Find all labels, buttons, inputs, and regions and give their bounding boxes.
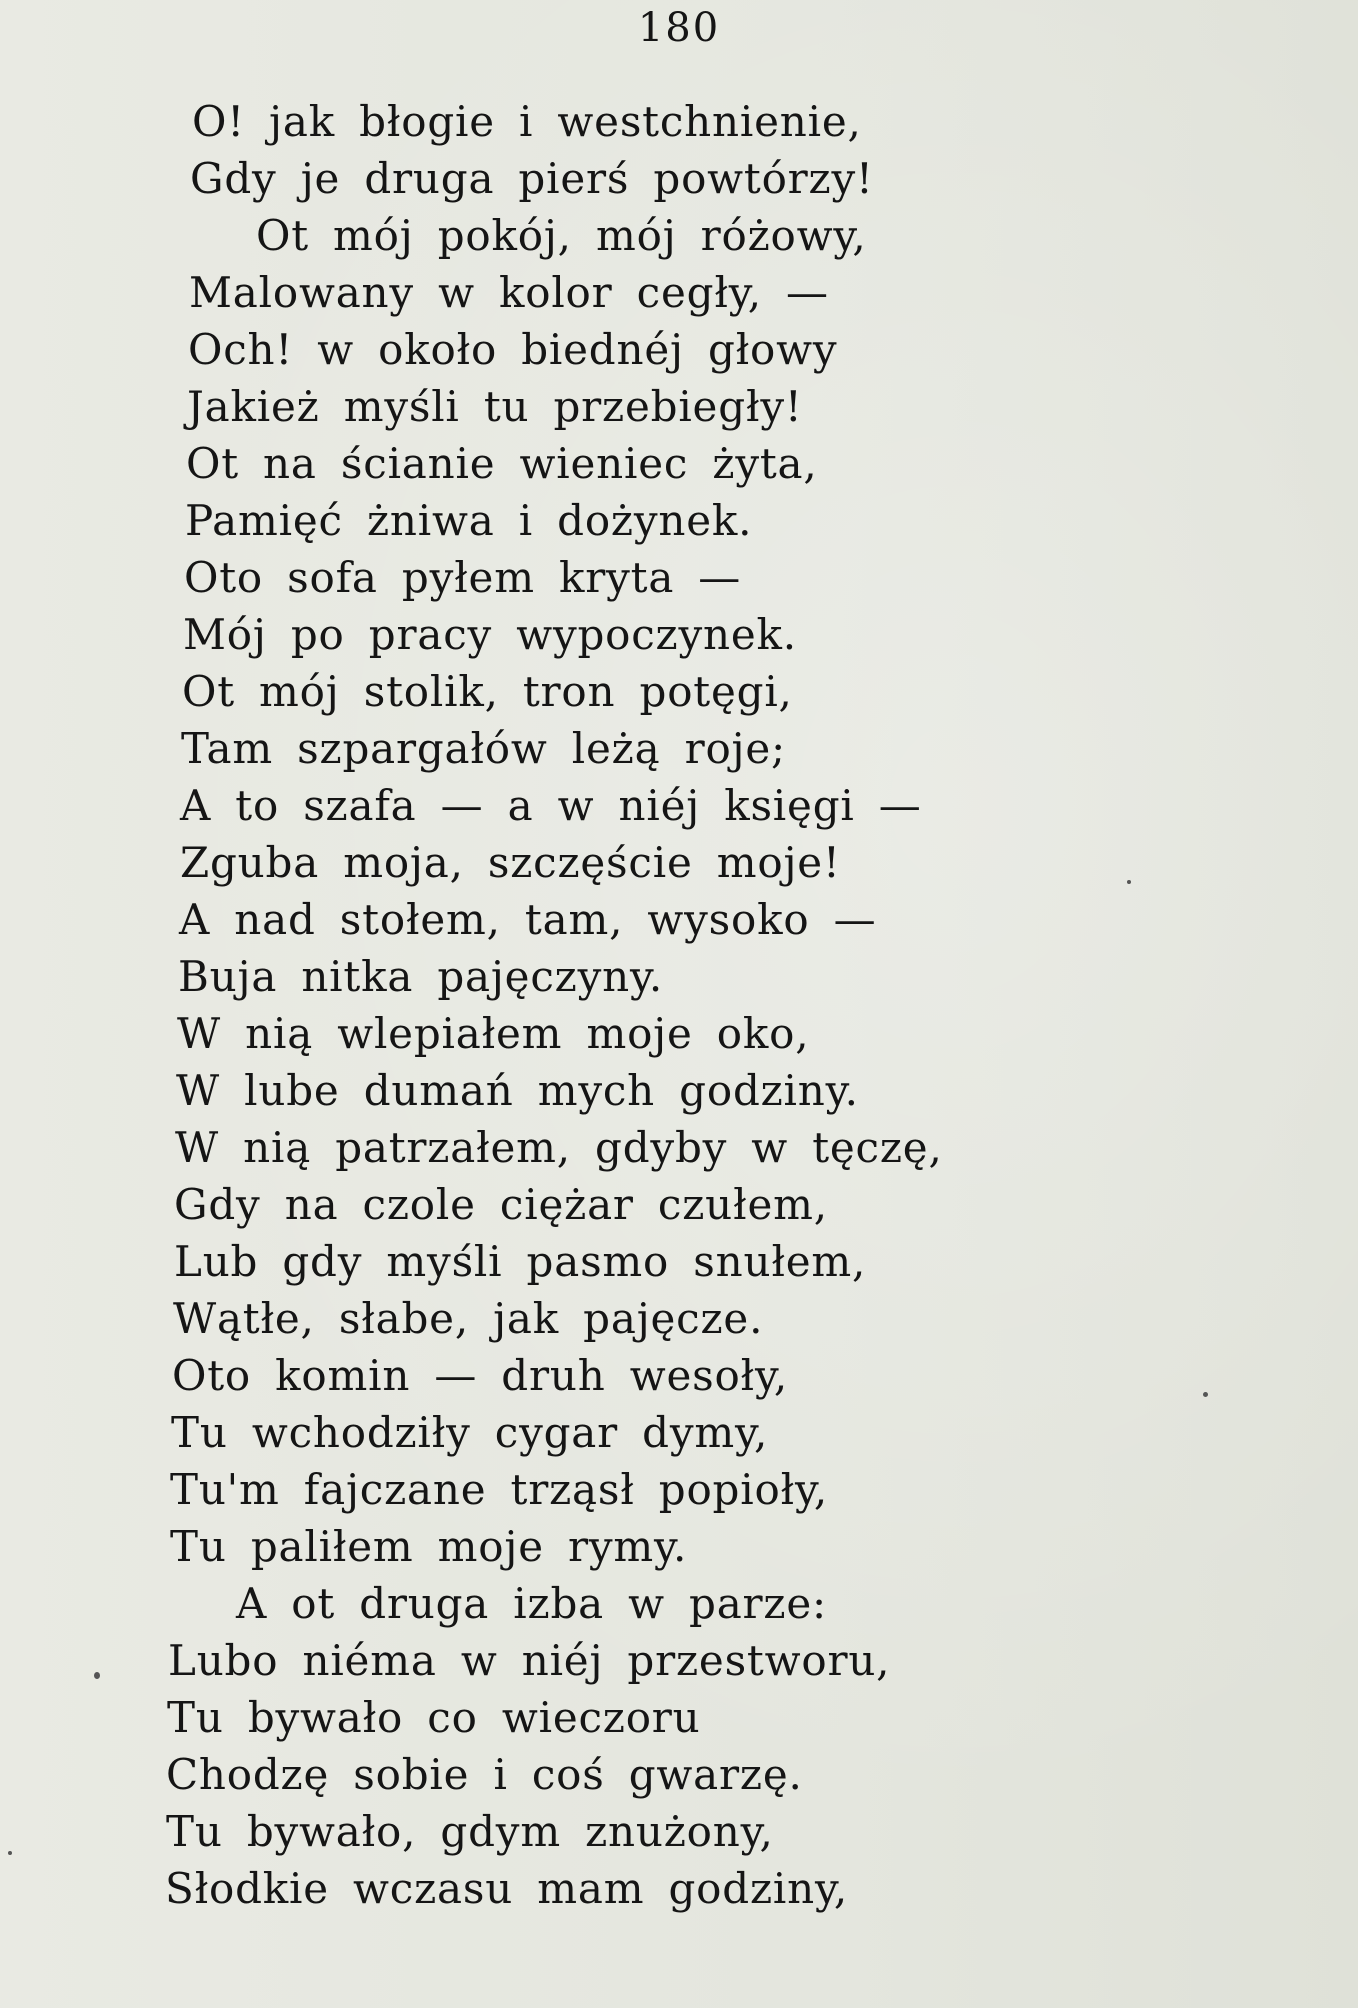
poem-line: Słodkie wczasu mam godziny,	[165, 1864, 849, 1913]
poem-line: Och! w około biednéj głowy	[188, 325, 838, 374]
poem-line: A to szafa — a w niéj księgi —	[180, 781, 922, 830]
poem-line: Jakież myśli tu przebiegły!	[187, 382, 803, 431]
poem-line: Tu'm fajczane trząsł popioły,	[170, 1465, 829, 1514]
paper-speck	[94, 1672, 100, 1679]
paper-speck	[1203, 1392, 1208, 1397]
poem-line: Gdy je druga pierś powtórzy!	[190, 154, 874, 203]
paper-speck	[1127, 880, 1131, 884]
poem-line: A nad stołem, tam, wysoko —	[179, 895, 877, 944]
poem-line: Tu bywało co wieczoru	[167, 1693, 701, 1742]
poem-line: Ot na ścianie wieniec żyta,	[186, 439, 818, 488]
poem-line: Ot mój pokój, mój różowy,	[256, 211, 867, 260]
poem-line: Chodzę sobie i coś gwarzę.	[166, 1750, 803, 1799]
poem-line: Oto komin — druh wesoły,	[172, 1351, 789, 1400]
poem-line: O! jak błogie i westchnienie,	[192, 97, 862, 146]
poem-line: Zguba moja, szczęście moje!	[180, 838, 841, 887]
poem-line: Lub gdy myśli pasmo snułem,	[174, 1237, 867, 1286]
poem-line: Tam szpargałów leżą roje;	[181, 724, 786, 773]
poem-line: A ot druga izba w parze:	[236, 1579, 827, 1628]
poem-line: Tu paliłem moje rymy.	[170, 1522, 688, 1571]
poem-line: Oto sofa pyłem kryta —	[184, 553, 742, 602]
poem-line: Mój po pracy wypoczynek.	[183, 610, 797, 659]
poem-line: Tu wchodziły cygar dymy,	[171, 1408, 769, 1457]
poem-line: Pamięć żniwa i dożynek.	[185, 496, 753, 545]
poem-line: Malowany w kolor cegły, —	[189, 268, 829, 317]
page-number: 180	[637, 5, 721, 51]
poem-line: W lube dumań mych godziny.	[176, 1066, 859, 1115]
poem-line: W nią wlepiałem moje oko,	[177, 1009, 810, 1058]
poem-line: Tu bywało, gdym znużony,	[166, 1807, 774, 1856]
poem-line: Wątłe, słabe, jak pajęcze.	[173, 1294, 764, 1343]
poem-line: W nią patrzałem, gdyby w tęczę,	[175, 1123, 943, 1172]
poem-line: Gdy na czole ciężar czułem,	[174, 1180, 828, 1229]
paper-speck	[8, 1851, 12, 1855]
poem-line: Lubo niéma w niéj przestworu,	[168, 1636, 891, 1685]
poem-line: Ot mój stolik, tron potęgi,	[182, 667, 793, 716]
poem-line: Buja nitka pajęczyny.	[178, 952, 664, 1001]
